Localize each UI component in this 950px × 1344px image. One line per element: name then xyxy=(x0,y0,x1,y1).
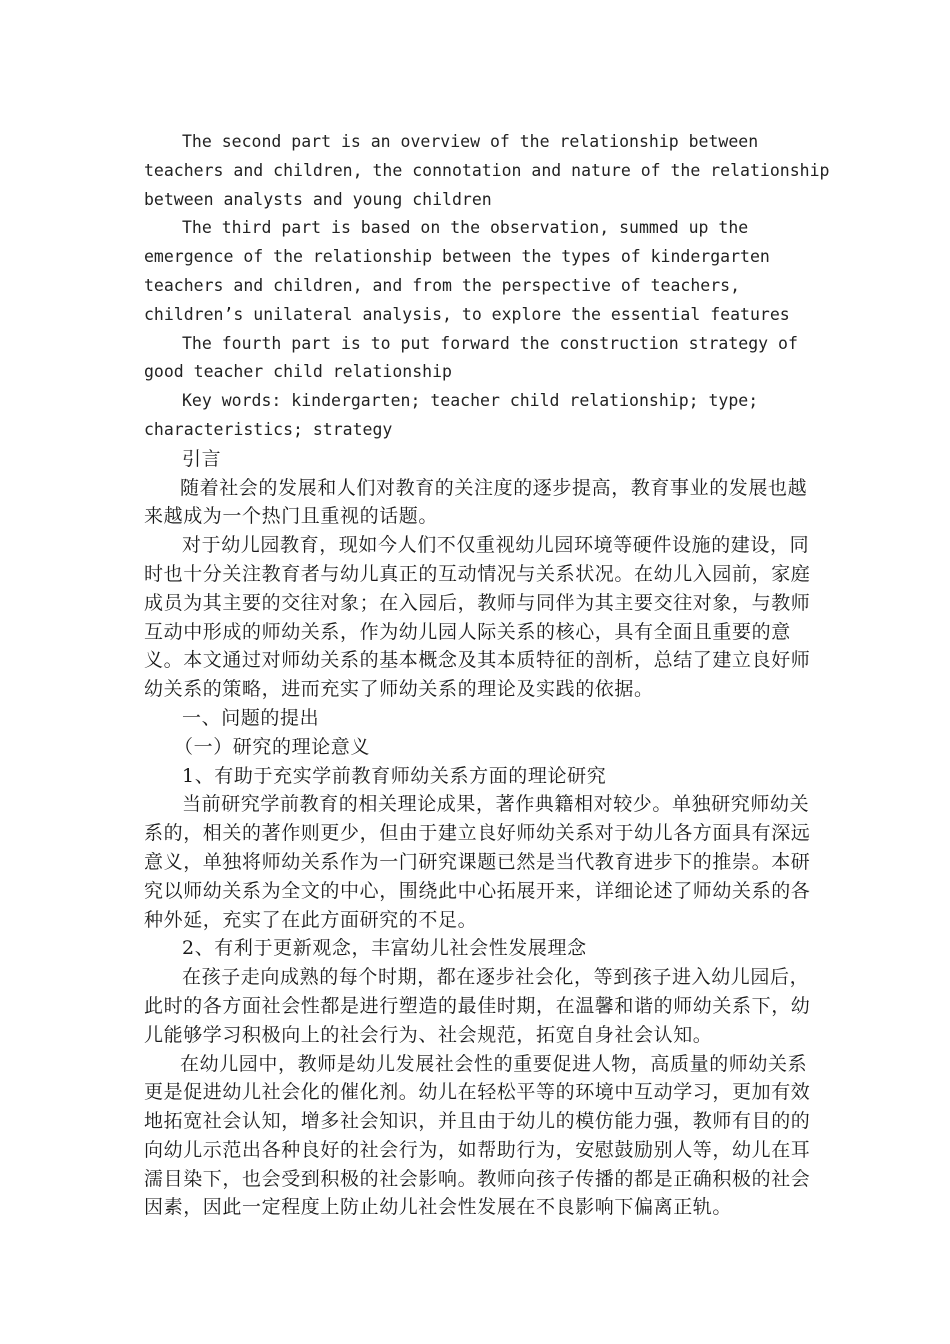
text-line: 濡目染下，也会受到积极的社会影响。教师向孩子传播的都是正确积极的社会 xyxy=(144,1167,811,1190)
text-line: 究以师幼关系为全文的中心，围绕此中心拓展开来，详细论述了师幼关系的各 xyxy=(144,879,811,902)
heading-text: 2、有利于更新观念，丰富幼儿社会性发展理念 xyxy=(182,937,587,960)
text-line: The fourth part is to put forward the construction strategy of xyxy=(182,333,798,353)
text-line: 此时的各方面社会性都是进行塑造的最佳时期，在温馨和谐的师幼关系下，幼 xyxy=(144,994,811,1017)
keywords-paragraph xyxy=(144,387,810,445)
text-line: 互动中形成的师幼关系，作为幼儿园人际关系的核心，具有全面且重要的意 xyxy=(144,620,791,643)
text-line: 当前研究学前教育的相关理论成果，著作典籍相对较少。单独研究师幼关 xyxy=(182,793,810,816)
abstract-part3-paragraph xyxy=(144,214,810,329)
section-heading xyxy=(144,704,810,733)
text-line: 向幼儿示范出各种良好的社会行为，如帮助行为，安慰鼓励别人等，幼儿在耳 xyxy=(144,1138,811,1161)
text-line: 时也十分关注教育者与幼儿真正的互动情况与关系状况。在幼儿入园前，家庭 xyxy=(144,562,811,585)
text-line: characteristics; strategy xyxy=(144,419,393,439)
text-line: 来越成为一个热门且重视的话题。 xyxy=(144,505,439,528)
text-line: 更是促进幼儿社会化的催化剂。幼儿在轻松平等的环境中互动学习，更加有效 xyxy=(144,1081,811,1104)
text-line: 成员为其主要的交往对象；在入园后，教师与同伴为其主要交往对象，与教师 xyxy=(144,591,811,614)
text-line: 种外延，充实了在此方面研究的不足。 xyxy=(144,908,478,931)
item2-paragraph-2 xyxy=(144,1050,810,1223)
text-line: 在幼儿园中，教师是幼儿发展社会性的重要促进人物，高质量的师幼关系 xyxy=(180,1052,808,1075)
document-body xyxy=(144,128,830,1222)
text-line: 对于幼儿园教育，现如今人们不仅重视幼儿园环境等硬件设施的建设，同 xyxy=(182,534,810,557)
text-line: teachers and children, and from the perspective of teachers, xyxy=(144,275,741,295)
text-line: The second part is an overview of the relationship between xyxy=(182,132,759,151)
item-heading xyxy=(144,762,810,791)
text-line: emergence of the relationship between the types of kindergarten xyxy=(144,247,770,267)
item-heading xyxy=(144,934,810,963)
text-line: Key words: kindergarten; teacher child relationship; type; xyxy=(182,391,759,411)
text-line: good teacher child relationship xyxy=(144,362,452,382)
intro-paragraph-2 xyxy=(144,531,810,704)
text-line: 意义，单独将师幼关系作为一门研究课题已然是当代教育进步下的推崇。本研 xyxy=(144,850,811,873)
intro-heading xyxy=(144,445,810,474)
text-line: 地拓宽社会认知，增多社会知识，并且由于幼儿的模仿能力强，教师有目的的 xyxy=(144,1110,811,1133)
text-line: 系的，相关的著作则更少，但由于建立良好师幼关系对于幼儿各方面具有深远 xyxy=(144,822,811,845)
item1-paragraph xyxy=(144,790,810,934)
heading-text: （一）研究的理论意义 xyxy=(174,735,371,758)
text-line: teachers and children, the connotation and nature of the relationship xyxy=(144,160,830,180)
text-line: children’s unilateral analysis, to explore the essential features xyxy=(144,304,790,324)
text-line: 因素，因此一定程度上防止幼儿社会性发展在不良影响下偏离正轨。 xyxy=(144,1196,733,1219)
text-line: 义。本文通过对师幼关系的基本概念及其本质特征的剖析，总结了建立良好师 xyxy=(144,649,811,672)
text-line: 在孩子走向成熟的每个时期，都在逐步社会化，等到孩子进入幼儿园后， xyxy=(182,966,810,989)
item2-paragraph-1 xyxy=(144,963,810,1049)
text-line: 儿能够学习积极向上的社会行为、社会规范，拓宽自身社会认知。 xyxy=(144,1023,713,1046)
abstract-part2-paragraph xyxy=(144,128,830,214)
intro-paragraph-1 xyxy=(144,474,810,532)
heading-text: 一、问题的提出 xyxy=(182,706,320,729)
subsection-heading xyxy=(144,733,810,762)
text-line: 随着社会的发展和人们对教育的关注度的逐步提高，教育事业的发展也越 xyxy=(180,476,808,499)
text-line: between analysts and young children xyxy=(144,189,492,209)
text-line: The third part is based on the observation, summed up the xyxy=(182,218,749,238)
abstract-part4-paragraph xyxy=(144,330,810,388)
heading-text: 1、有助于充实学前教育师幼关系方面的理论研究 xyxy=(182,764,607,787)
heading-text: 引言 xyxy=(182,447,222,470)
text-line: 幼关系的策略，进而充实了师幼关系的理论及实践的依据。 xyxy=(144,678,654,701)
